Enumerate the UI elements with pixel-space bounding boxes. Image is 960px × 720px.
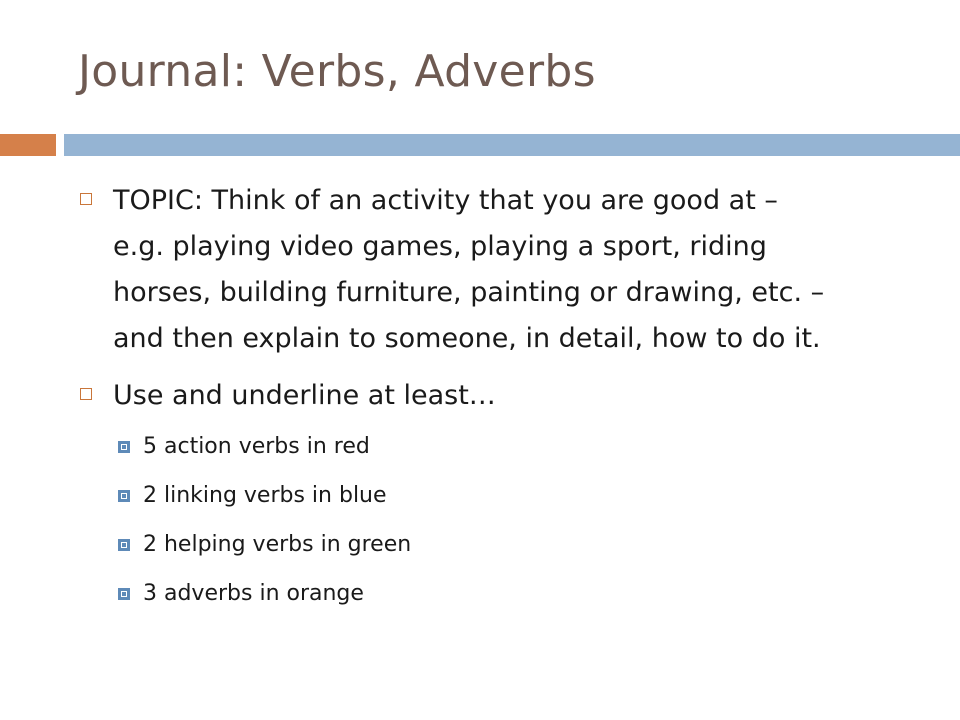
sub-bullet-text: 5 action verbs in red [143, 434, 370, 459]
filled-square-bullet-icon [118, 588, 130, 600]
slide-title: Journal: Verbs, Adverbs [78, 46, 596, 97]
bullet-topic [80, 178, 940, 362]
filled-square-bullet-icon [118, 441, 130, 453]
sub-bullet-text: 3 adverbs in orange [143, 581, 364, 606]
filled-square-bullet-icon [118, 539, 130, 551]
bullet-use-and-underline [80, 373, 940, 419]
bullet-text-line: TOPIC: Think of an activity that you are good at – [113, 185, 778, 216]
bullet-text-line: e.g. playing video games, playing a sport, riding [113, 231, 767, 262]
sub-bullet-adverbs [118, 579, 918, 609]
title-underline-accent-right [64, 134, 960, 156]
sub-bullet-text: 2 linking verbs in blue [143, 483, 387, 508]
sub-bullet-action-verbs [118, 432, 918, 462]
sub-bullet-linking-verbs [118, 481, 918, 511]
sub-bullet-text: 2 helping verbs in green [143, 532, 412, 557]
square-bullet-icon [80, 388, 92, 400]
title-underline-accent-left [0, 134, 56, 156]
sub-bullet-helping-verbs [118, 530, 918, 560]
bullet-text-line: Use and underline at least… [113, 380, 496, 411]
bullet-text-line: horses, building furniture, painting or drawing, etc. – [113, 277, 825, 308]
filled-square-bullet-icon [118, 490, 130, 502]
square-bullet-icon [80, 193, 92, 205]
bullet-text-line: and then explain to someone, in detail, how to do it. [113, 323, 821, 354]
